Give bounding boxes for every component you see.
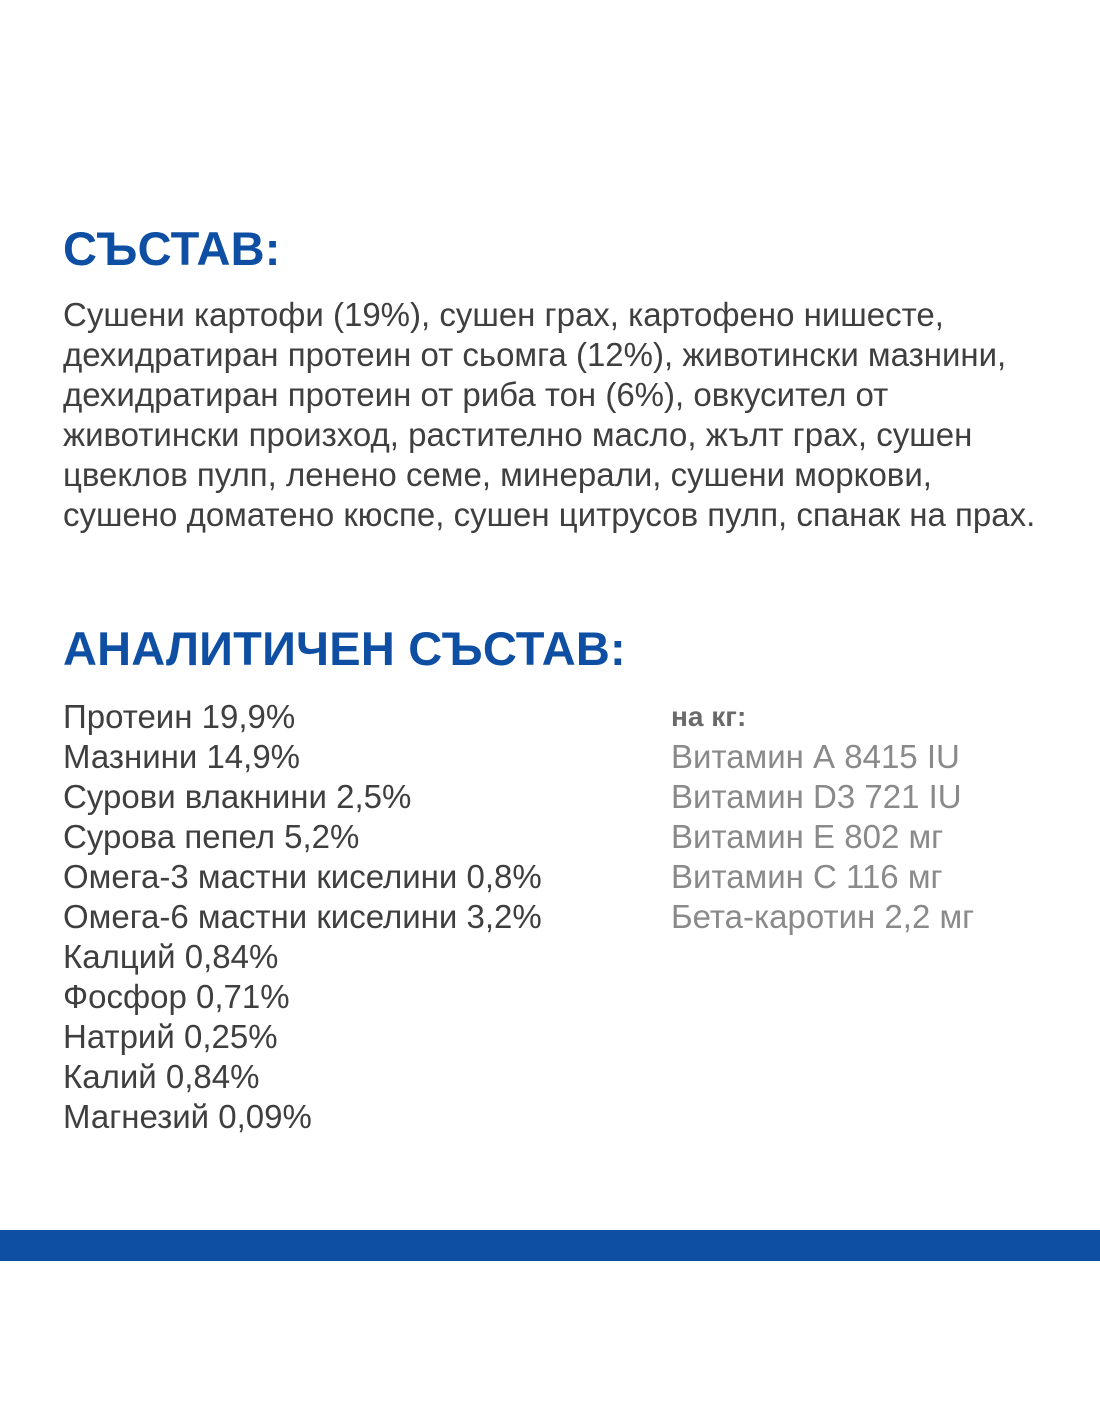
nutrient-item: Мазнини 14,9% (63, 738, 301, 775)
vitamin-item: Витамин А 8415 IU (671, 738, 960, 775)
nutrient-item: Магнезий 0,09% (63, 1098, 312, 1135)
nutrient-item: Калций 0,84% (63, 938, 279, 975)
nutrient-item: Фосфор 0,71% (63, 978, 290, 1015)
bottom-brand-band (0, 1230, 1100, 1261)
vitamin-item: Витамин D3 721 IU (671, 778, 962, 815)
nutrient-item: Омега-6 мастни киселини 3,2% (63, 898, 542, 935)
vitamin-item: Бета-каротин 2,2 мг (671, 898, 975, 935)
analytic-composition-heading: АНАЛИТИЧЕН СЪСТАВ: (63, 622, 626, 675)
nutrient-item: Протеин 19,9% (63, 698, 296, 735)
nutrient-list (63, 697, 542, 1137)
nutrient-item: Натрий 0,25% (63, 1018, 278, 1055)
nutrient-item: Сурова пепел 5,2% (63, 818, 360, 855)
nutrient-item: Омега-3 мастни киселини 0,8% (63, 858, 542, 895)
nutrient-item: Сурови влакнини 2,5% (63, 778, 412, 815)
nutrient-item: Калий 0,84% (63, 1058, 260, 1095)
composition-heading: СЪСТАВ: (63, 222, 281, 275)
ingredients-text: Сушени картофи (19%), сушен грах, картофено нишесте, дехидратиран протеин от сьомга (12%), животински мазнини, дехидратиран протеин от риба тон (6%), овкусител от животински произход, растително масло, жълт грах, сушен цвеклов пулп, ленено семе, минерали, сушени моркови, сушено доматено кюспе, сушен цитрусов пулп, спанак на прах. (63, 296, 1036, 533)
vitamin-item: Витамин С 116 мг (671, 858, 943, 895)
vitamin-list (671, 737, 974, 937)
vitamin-item: Витамин Е 802 мг (671, 818, 944, 855)
per-kg-label: на кг: (671, 701, 747, 732)
